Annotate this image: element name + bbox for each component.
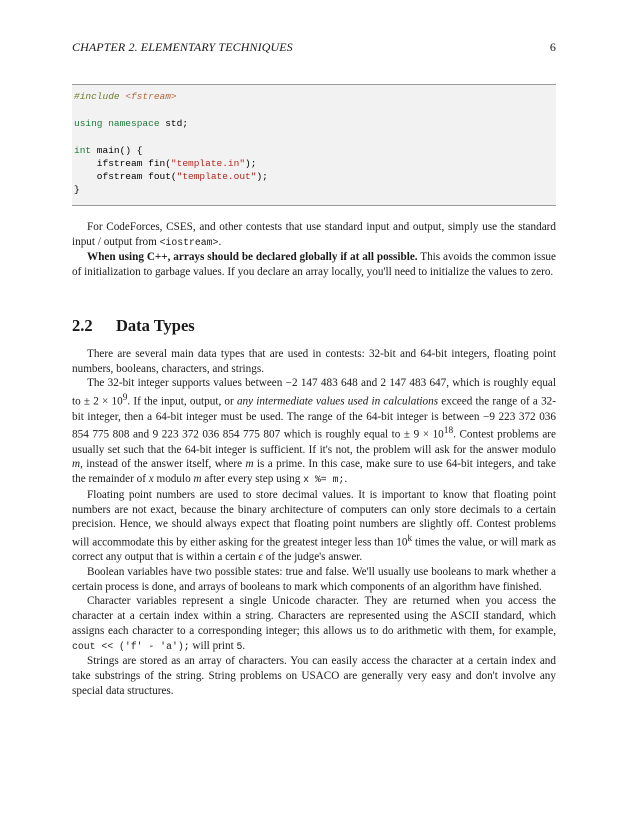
text-run: Character variables represent a single Unicode character. They are returned when you access the character at a certain index within a string. Characters are represented using the ASCII standard, which assigns each character to a corresponding integer; this allows us to do arithmetic with them, for example, (72, 595, 556, 637)
math-var: m (72, 458, 81, 471)
chapter-title: CHAPTER 2. ELEMENTARY TECHNIQUES (72, 40, 293, 54)
code-text: ofstream fout( (74, 171, 177, 182)
inline-code: cout << ('f' - 'a'); (72, 640, 190, 652)
code-text: std; (159, 118, 189, 129)
paragraph (72, 250, 556, 279)
code-string: "template.in" (170, 158, 246, 169)
code-text: ifstream fin( (74, 158, 171, 169)
text-run: times the value, or will mark as correct any output that is within a certain (72, 536, 556, 564)
bold-text: When using C++, arrays should be declared globally if at all possible. (87, 251, 418, 264)
include-directive: #include (74, 91, 120, 102)
paragraph (72, 220, 556, 250)
text-run: will print (189, 639, 237, 652)
text-run: Floating point numbers are used to store decimal values. It is important to know that floating point numbers are not exact, because the binary architecture of computers can only store decimals to a certain precision. Hence, we should always expect that floating point numbers are slightly off. Contest problems will accommodate this by either asking for the greatest integer less than 10 (72, 488, 556, 549)
paragraph (72, 594, 556, 654)
text-run: . (242, 639, 246, 652)
text-run: . If the input, output, or (127, 395, 237, 408)
inline-code: <iostream> (159, 236, 219, 248)
section-title: Data Types (116, 316, 195, 335)
code-text: ); (256, 171, 268, 182)
paragraph: Boolean variables have two possible states: true and false. We'll usually use booleans to mark whether a certain process is done, and arrays of booleans to mark which components of an algorithm have finished. (72, 566, 556, 593)
paragraph (72, 376, 556, 487)
paragraph: Strings are stored as an array of characters. You can easily access the character at a certain index and take substrings of the string. String problems on USACO are generally very easy and don't involve any special data structures. (72, 655, 556, 697)
math-var: m (245, 458, 254, 471)
code-text: ); (245, 158, 257, 169)
math-var: m (193, 473, 202, 486)
superscript: 9 (122, 393, 128, 404)
inline-code: x %= m; (303, 474, 345, 486)
inline-code: 5 (236, 640, 243, 652)
text-run: exceed the range of a 32-bit integer, then a 64-bit integer must be used. The range of the 64-bit integer is between −9 223 372 036 854 775 808 and 9 223 372 036 854 775 807 which is roughly equal to ± 9 × 10 (72, 395, 557, 441)
text-run: . (344, 473, 348, 486)
math-var: ϵ (258, 551, 263, 564)
text-run: For CodeForces, CSES, and other contests that use standard input and output, simply use the standard input / output from (72, 221, 556, 248)
text-run: This avoids the common issue of initialization to garbage values. If you declare an array locally, you'll need to initialize the values to zero. (72, 251, 556, 279)
page-number: 6 (549, 40, 556, 54)
text-run: , instead of the answer itself, where (80, 458, 246, 471)
using-keyword: using namespace (74, 118, 160, 129)
superscript: 18 (443, 426, 454, 437)
running-header (72, 40, 556, 55)
text-run: of the judge's answer. (262, 551, 363, 564)
text-run: The 32-bit integer supports values between −2 147 483 648 and 2 147 483 647, which is roughly equal to ± 2 × 10 (72, 377, 556, 408)
section-number: 2.2 (72, 316, 93, 335)
superscript: k (407, 533, 413, 544)
italic-text: any intermediate values used in calculations (236, 395, 439, 408)
code-line-1 (74, 90, 177, 103)
paragraph (72, 488, 556, 565)
text-run: after every step using (201, 473, 304, 486)
math-var: x (148, 473, 154, 486)
text-run: is a prime. In this case, make sure to use 64-bit integers, and take the remainder of (72, 458, 556, 486)
code-listing (72, 84, 556, 206)
code-text: main() { (91, 145, 143, 156)
code-line-2 (74, 117, 188, 130)
int-keyword: int (74, 145, 92, 156)
section-body (72, 347, 556, 698)
text-run: . Contest problems are usually set such that the 64-bit integer is sufficient. If it's not, the problem will ask for the answer modulo (72, 428, 556, 456)
code-line-6 (74, 183, 80, 196)
text-run: . (218, 235, 222, 248)
code-line-5 (74, 170, 268, 183)
text-run: modulo (153, 473, 194, 486)
code-text: } (74, 184, 80, 195)
code-string: "template.out" (176, 171, 257, 182)
section-heading (72, 316, 556, 336)
include-header: <fstream> (125, 91, 177, 102)
code-line-3 (74, 144, 142, 157)
paragraph: There are several main data types that are used in contests: 32-bit and 64-bit integers, floating point numbers, booleans, characters, and strings. (72, 348, 556, 375)
intro-text (72, 220, 556, 280)
code-line-4 (74, 157, 256, 170)
